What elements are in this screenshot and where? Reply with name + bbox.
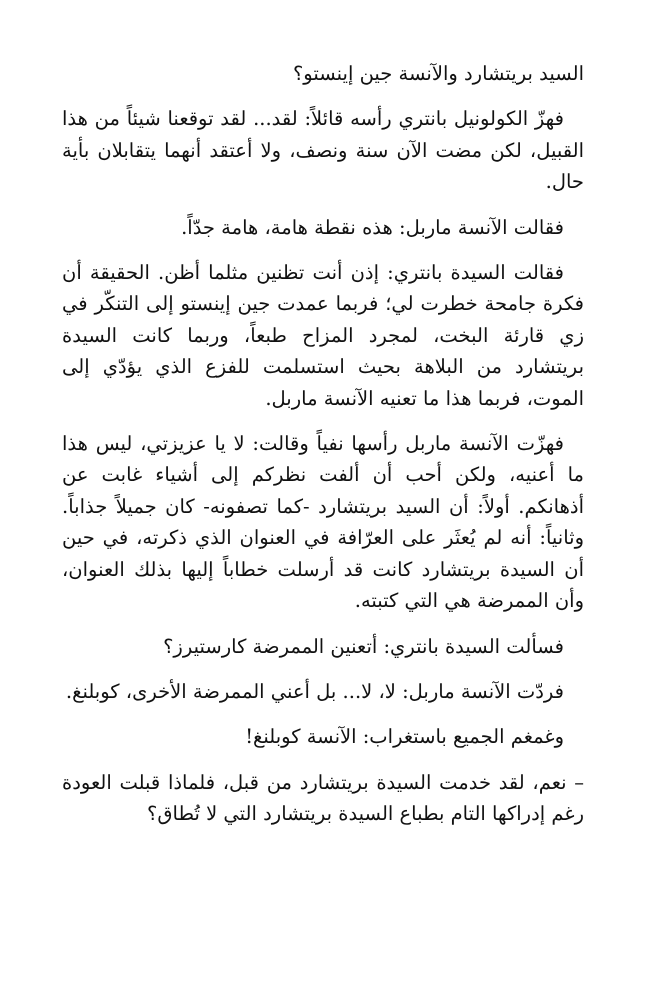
- paragraph-7: فردّت الآنسة ماربل: لا، لا... بل أعني الممرضة الأخرى، كوبلنغ.: [65, 679, 564, 703]
- paragraph-6: فسألت السيدة بانتري: أتعنين الممرضة كارستيرز؟: [163, 634, 564, 658]
- paragraph-5: فهزّت الآنسة ماربل رأسها نفياً وقالت: لا يا عزيزتي، ليس هذا ما أعنيه، ولكن أحب أن ألفت نظركم إلى أشياء غابت عن أذهانكم. أولاً: أن السيد بريتشارد -كما تصفونه- كان جميلاً جذاباً. وثانياً: أنه لم يُعثَر على العرّافة في العنوان الذي ذكرته، في حين أن السيدة بريتشارد كانت قد أرسلت خطاباً إليها بذلك العنوان، وأن الممرضة هي التي كتبته.: [62, 432, 584, 613]
- paragraph-3: فقالت الآنسة ماربل: هذه نقطة هامة، هامة جدّاً.: [181, 215, 564, 239]
- book-page: [62, 58, 584, 844]
- paragraph-1: السيد بريتشارد والآنسة جين إينستو؟: [292, 62, 584, 85]
- paragraph-2: فهزّ الكولونيل بانتري رأسه قائلاً: لقد... لقد توقعنا شيئاً من هذا القبيل، لكن مضت الآن سنة ونصف، ولا أعتقد أنهما يتقابلان بأية حال.: [62, 107, 584, 194]
- paragraph-4: فقالت السيدة بانتري: إذن أنت تظنين مثلما أظن. الحقيقة أن فكرة جامحة خطرت لي؛ فربما عمدت جين إينستو إلى التنكّر في زي قارئة البخت، لمجرد المزاح طبعاً، وربما كانت السيدة بريتشارد من البلاهة بحيث استسلمت للفزع الذي يؤدّي إلى الموت، فربما هذا ما تعنيه الآنسة ماربل.: [62, 261, 584, 410]
- paragraph-8: وغمغم الجميع باستغراب: الآنسة كوبلنغ!: [245, 725, 564, 749]
- paragraph-9: – نعم، لقد خدمت السيدة بريتشارد من قبل، فلماذا قبلت العودة رغم إدراكها التام بطباع السيدة بريتشارد التي لا تُطاق؟: [62, 770, 584, 826]
